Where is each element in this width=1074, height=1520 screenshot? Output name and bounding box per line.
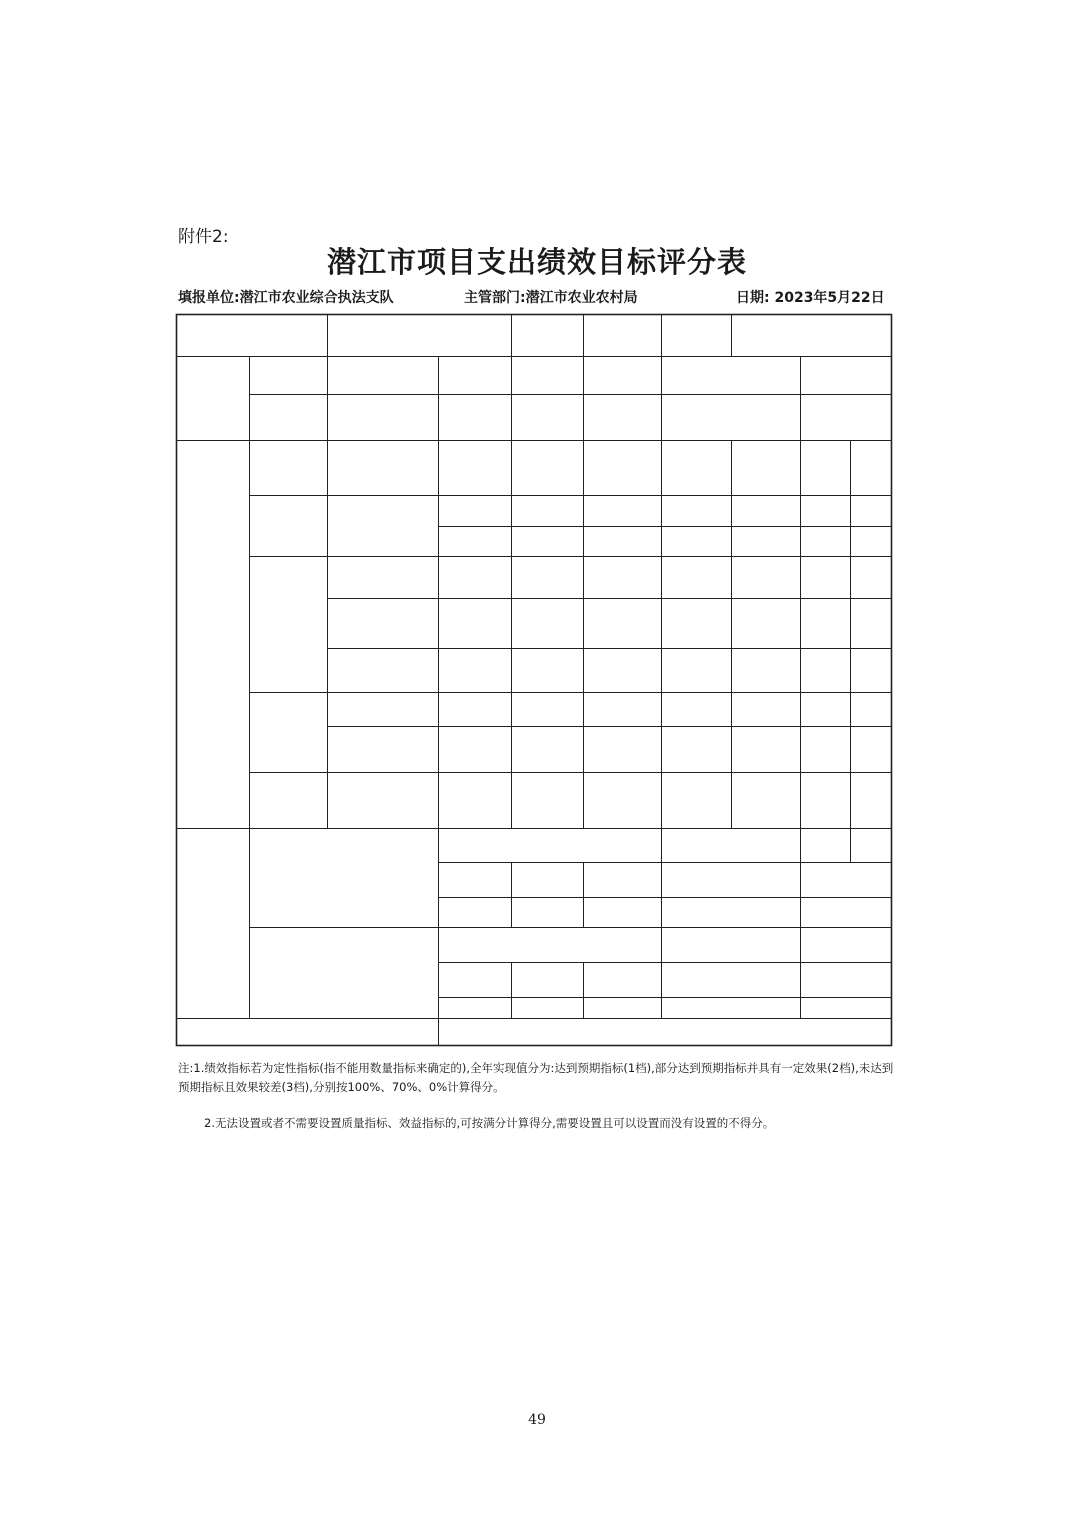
header-level2-indicator bbox=[327, 440, 438, 495]
timing-points-late bbox=[511, 897, 583, 927]
header-actual-value bbox=[661, 440, 731, 495]
report-timing-review-header bbox=[800, 828, 850, 862]
indicator-score bbox=[511, 526, 583, 556]
total-funds-value bbox=[583, 314, 661, 356]
report-quality-self-header bbox=[661, 927, 800, 962]
indicator-rate bbox=[731, 598, 800, 648]
report-timing-label bbox=[249, 828, 438, 927]
indicator-score bbox=[511, 556, 583, 598]
header-indicator-review-score bbox=[850, 440, 891, 495]
indicator-rate bbox=[731, 692, 800, 726]
indicator-target bbox=[583, 495, 661, 526]
indicator-level3 bbox=[438, 772, 511, 828]
performance-indicators-label bbox=[176, 440, 249, 828]
indicator-self-score bbox=[800, 772, 850, 828]
indicator-actual bbox=[661, 692, 731, 726]
header-level1-indicator bbox=[249, 440, 327, 495]
indicator-level3 bbox=[438, 495, 511, 526]
header-indicator-score bbox=[511, 440, 583, 495]
header-indicator-self-score bbox=[800, 440, 850, 495]
header-annual-budget bbox=[327, 356, 438, 394]
indicator-review-score bbox=[850, 495, 891, 526]
indicator-review-score bbox=[850, 772, 891, 828]
indicator-self-score bbox=[800, 526, 850, 556]
timing-points-on-time bbox=[438, 897, 511, 927]
output-indicator bbox=[249, 556, 327, 692]
indicator-self-score bbox=[800, 692, 850, 726]
quality-points-evidence bbox=[583, 997, 661, 1018]
funds-review-score-value bbox=[800, 394, 891, 440]
implementing-unit-label bbox=[661, 314, 731, 356]
reporting-unit: 填报单位:潜江市农业综合执法支队 bbox=[178, 290, 394, 306]
report-quality-review-blank bbox=[800, 962, 891, 997]
indicator-self-score bbox=[800, 726, 850, 772]
indicator-level3 bbox=[438, 726, 511, 772]
supervising-department: 主管部门:潜江市农业农村局 bbox=[464, 290, 638, 306]
indicator-level3 bbox=[438, 598, 511, 648]
total-value bbox=[438, 1018, 891, 1045]
indicator-actual bbox=[661, 495, 731, 526]
indicator-target bbox=[583, 526, 661, 556]
indicator-actual bbox=[661, 526, 731, 556]
satisfaction-indicator bbox=[249, 772, 327, 828]
ecological-benefit-indicator bbox=[327, 726, 438, 772]
indicator-review-score bbox=[850, 598, 891, 648]
page-number: 49 bbox=[528, 1412, 546, 1428]
page-title: 潜江市项目支出绩效目标评分表 bbox=[326, 245, 747, 279]
indicator-actual bbox=[661, 726, 731, 772]
indicator-target bbox=[583, 556, 661, 598]
quality-points-content bbox=[511, 997, 583, 1018]
header-annual-execution bbox=[438, 356, 511, 394]
report-timing-review-blank bbox=[800, 862, 891, 897]
header-annual-target bbox=[583, 440, 661, 495]
indicator-review-score bbox=[850, 556, 891, 598]
indicator-score bbox=[511, 772, 583, 828]
quality-indicator bbox=[327, 598, 438, 648]
social-benefit-indicator bbox=[327, 692, 438, 726]
header-score bbox=[511, 356, 583, 394]
indicator-score bbox=[511, 726, 583, 772]
indicator-review-score bbox=[850, 648, 891, 692]
indicator-rate bbox=[731, 495, 800, 526]
header-self-score bbox=[661, 356, 800, 394]
report-timing-self-value bbox=[661, 897, 800, 927]
indicator-rate bbox=[731, 556, 800, 598]
timeliness-indicator bbox=[327, 648, 438, 692]
note-2: 2.无法设置或者不需要设置质量指标、效益指标的,可按满分计算得分,需要设置且可以设置而没有设置的不得分。 bbox=[204, 1116, 775, 1130]
report-timing-self-header bbox=[661, 828, 800, 862]
cost-indicator bbox=[249, 495, 327, 556]
indicator-actual bbox=[661, 648, 731, 692]
report-quality-review-value bbox=[800, 997, 891, 1018]
indicator-rate bbox=[731, 526, 800, 556]
timing-option-late bbox=[511, 862, 583, 897]
project-name-value bbox=[327, 314, 511, 356]
timing-points-not-reported bbox=[583, 897, 661, 927]
funds-rate-value bbox=[583, 394, 661, 440]
indicator-self-score bbox=[800, 648, 850, 692]
quality-option-format bbox=[438, 962, 511, 997]
header-review-score bbox=[800, 356, 891, 394]
indicator-target bbox=[583, 726, 661, 772]
total-label bbox=[176, 1018, 438, 1045]
quality-option-content bbox=[511, 962, 583, 997]
report-quality-label bbox=[249, 927, 438, 1018]
timing-option-on-time bbox=[438, 862, 511, 897]
report-date: 日期: 2023年5月22日 bbox=[736, 290, 885, 306]
header-completion-rate bbox=[731, 440, 800, 495]
indicator-rate bbox=[731, 648, 800, 692]
report-quality-self-blank bbox=[661, 962, 800, 997]
quantity-indicator bbox=[327, 556, 438, 598]
indicator-actual bbox=[661, 772, 731, 828]
indicator-score bbox=[511, 648, 583, 692]
project-name-label bbox=[176, 314, 327, 356]
indicator-self-score bbox=[800, 556, 850, 598]
indicator-level3 bbox=[438, 648, 511, 692]
project-funds-label bbox=[176, 356, 249, 440]
indicator-score bbox=[511, 692, 583, 726]
funds-budget-value bbox=[327, 394, 438, 440]
indicator-rate bbox=[731, 726, 800, 772]
indicator-level3 bbox=[438, 692, 511, 726]
total-funds-label bbox=[511, 314, 583, 356]
indicator-score bbox=[511, 495, 583, 526]
indicator-self-score bbox=[800, 495, 850, 526]
report-quality-review-header bbox=[800, 927, 891, 962]
indicator-rate bbox=[731, 772, 800, 828]
indicator-actual bbox=[661, 598, 731, 648]
indicator-score bbox=[511, 598, 583, 648]
benefit-indicator bbox=[249, 692, 327, 772]
timing-option-not-reported bbox=[583, 862, 661, 897]
header-level3-indicator bbox=[438, 440, 511, 495]
indicator-level3 bbox=[438, 526, 511, 556]
indicator-target bbox=[583, 692, 661, 726]
indicator-self-score bbox=[800, 598, 850, 648]
indicator-level3 bbox=[438, 556, 511, 598]
implementing-unit-value bbox=[731, 314, 891, 356]
quality-option-evidence bbox=[583, 962, 661, 997]
funds-self-score-value bbox=[661, 394, 800, 440]
indicator-target bbox=[583, 648, 661, 692]
indicator-actual bbox=[661, 556, 731, 598]
attachment-label: 附件2: bbox=[178, 227, 229, 247]
economic-cost-indicator bbox=[327, 495, 438, 556]
header-execution-rate bbox=[583, 356, 661, 394]
quality-points-format bbox=[438, 997, 511, 1018]
indicator-review-score bbox=[850, 692, 891, 726]
service-satisfaction-indicator bbox=[327, 772, 438, 828]
indicator-review-score bbox=[850, 726, 891, 772]
report-timing-review-value bbox=[800, 897, 891, 927]
report-timing-blank bbox=[850, 828, 891, 862]
funds-score-value bbox=[511, 394, 583, 440]
note-1: 注:1.绩效指标若为定性指标(指不能用数量指标来确定的),全年实现值分为:达到预期指标(1档),部分达到预期指标并具有一定效果(2档),未达到预期指标且效果较差(3档),分别按100%、70%、0%计算得分。 bbox=[178, 1061, 894, 1094]
indicator-review-score bbox=[850, 526, 891, 556]
indicator-target bbox=[583, 772, 661, 828]
funds-row-label bbox=[249, 394, 327, 440]
performance-report-label bbox=[176, 828, 249, 1018]
funds-execution-value bbox=[438, 394, 511, 440]
report-timing-self-blank bbox=[661, 862, 800, 897]
indicator-target bbox=[583, 598, 661, 648]
report-quality-score-header bbox=[438, 927, 661, 962]
report-quality-self-value bbox=[661, 997, 800, 1018]
